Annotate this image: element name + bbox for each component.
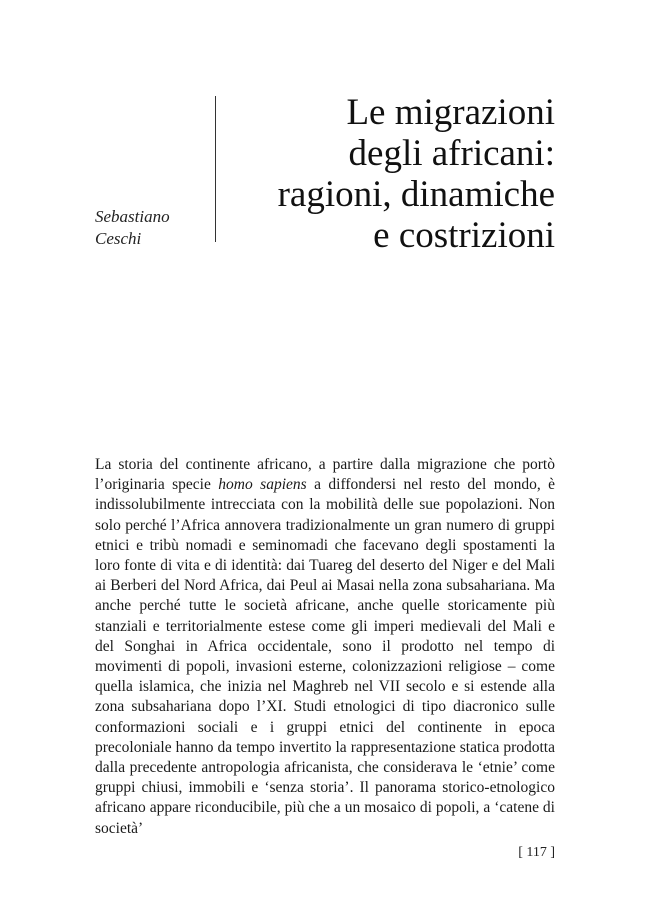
title-line: e costrizioni [373,215,555,256]
title-line: ragioni, dinamiche [277,174,555,215]
author-last-name: Ceschi [95,229,142,248]
body-text-italic: homo sapiens [218,476,307,494]
page-number: [ 117 ] [518,845,555,860]
chapter-title [195,92,555,256]
body-text-segment: a diffondersi nel resto del mondo, è indissolubilmente intrecciata con la mobilità delle sue popolazioni. Non solo perché l’Africa annovera tradizionalmente un gran numero di gruppi etnici e tribù nomadi e seminomadi che facevano degli spostamenti la loro fonte di vita e di identità: dai Tuareg del deserto del Niger e del Mali ai Berberi del Nord Africa, dai Peul ai Masai nella zona subsahariana. Ma anche perché tutte le società africane, anche quelle storicamente più stanziali e territorialmente estese come gli imperi medievali del Mali e del Songhai in Africa occidentale, sono il prodotto nel tempo di movimenti di popoli, invasioni esterne, colonizzazioni religiose – come quella islamica, che inizia nel Maghreb nel VII secolo e si estende alla zona subsahariana dopo l’XI. Studi etnologici di tipo diacronico sulle conformazioni sociali e i gruppi etnici del continente in epoca precoloniale hanno da tempo invertito la rappresentazione statica prodotta dalla precedente antropologia africanista, che considerava le ‘etnie’ come gruppi chiusi, immobili e ‘senza storia’. Il panorama storico-etnologico africano appare riconducibile, più che a un mosaico di popoli, a ‘catene di società’ [95,476,556,837]
body-text-segment: La storia del continente africano, a partire dalla migrazione che portò l’originaria specie [95,456,555,494]
title-line: Le migrazioni [346,92,555,133]
author-first-name: Sebastiano [95,207,170,226]
body-paragraph [95,455,555,839]
title-line: degli africani: [348,133,555,174]
author-name [95,206,205,250]
